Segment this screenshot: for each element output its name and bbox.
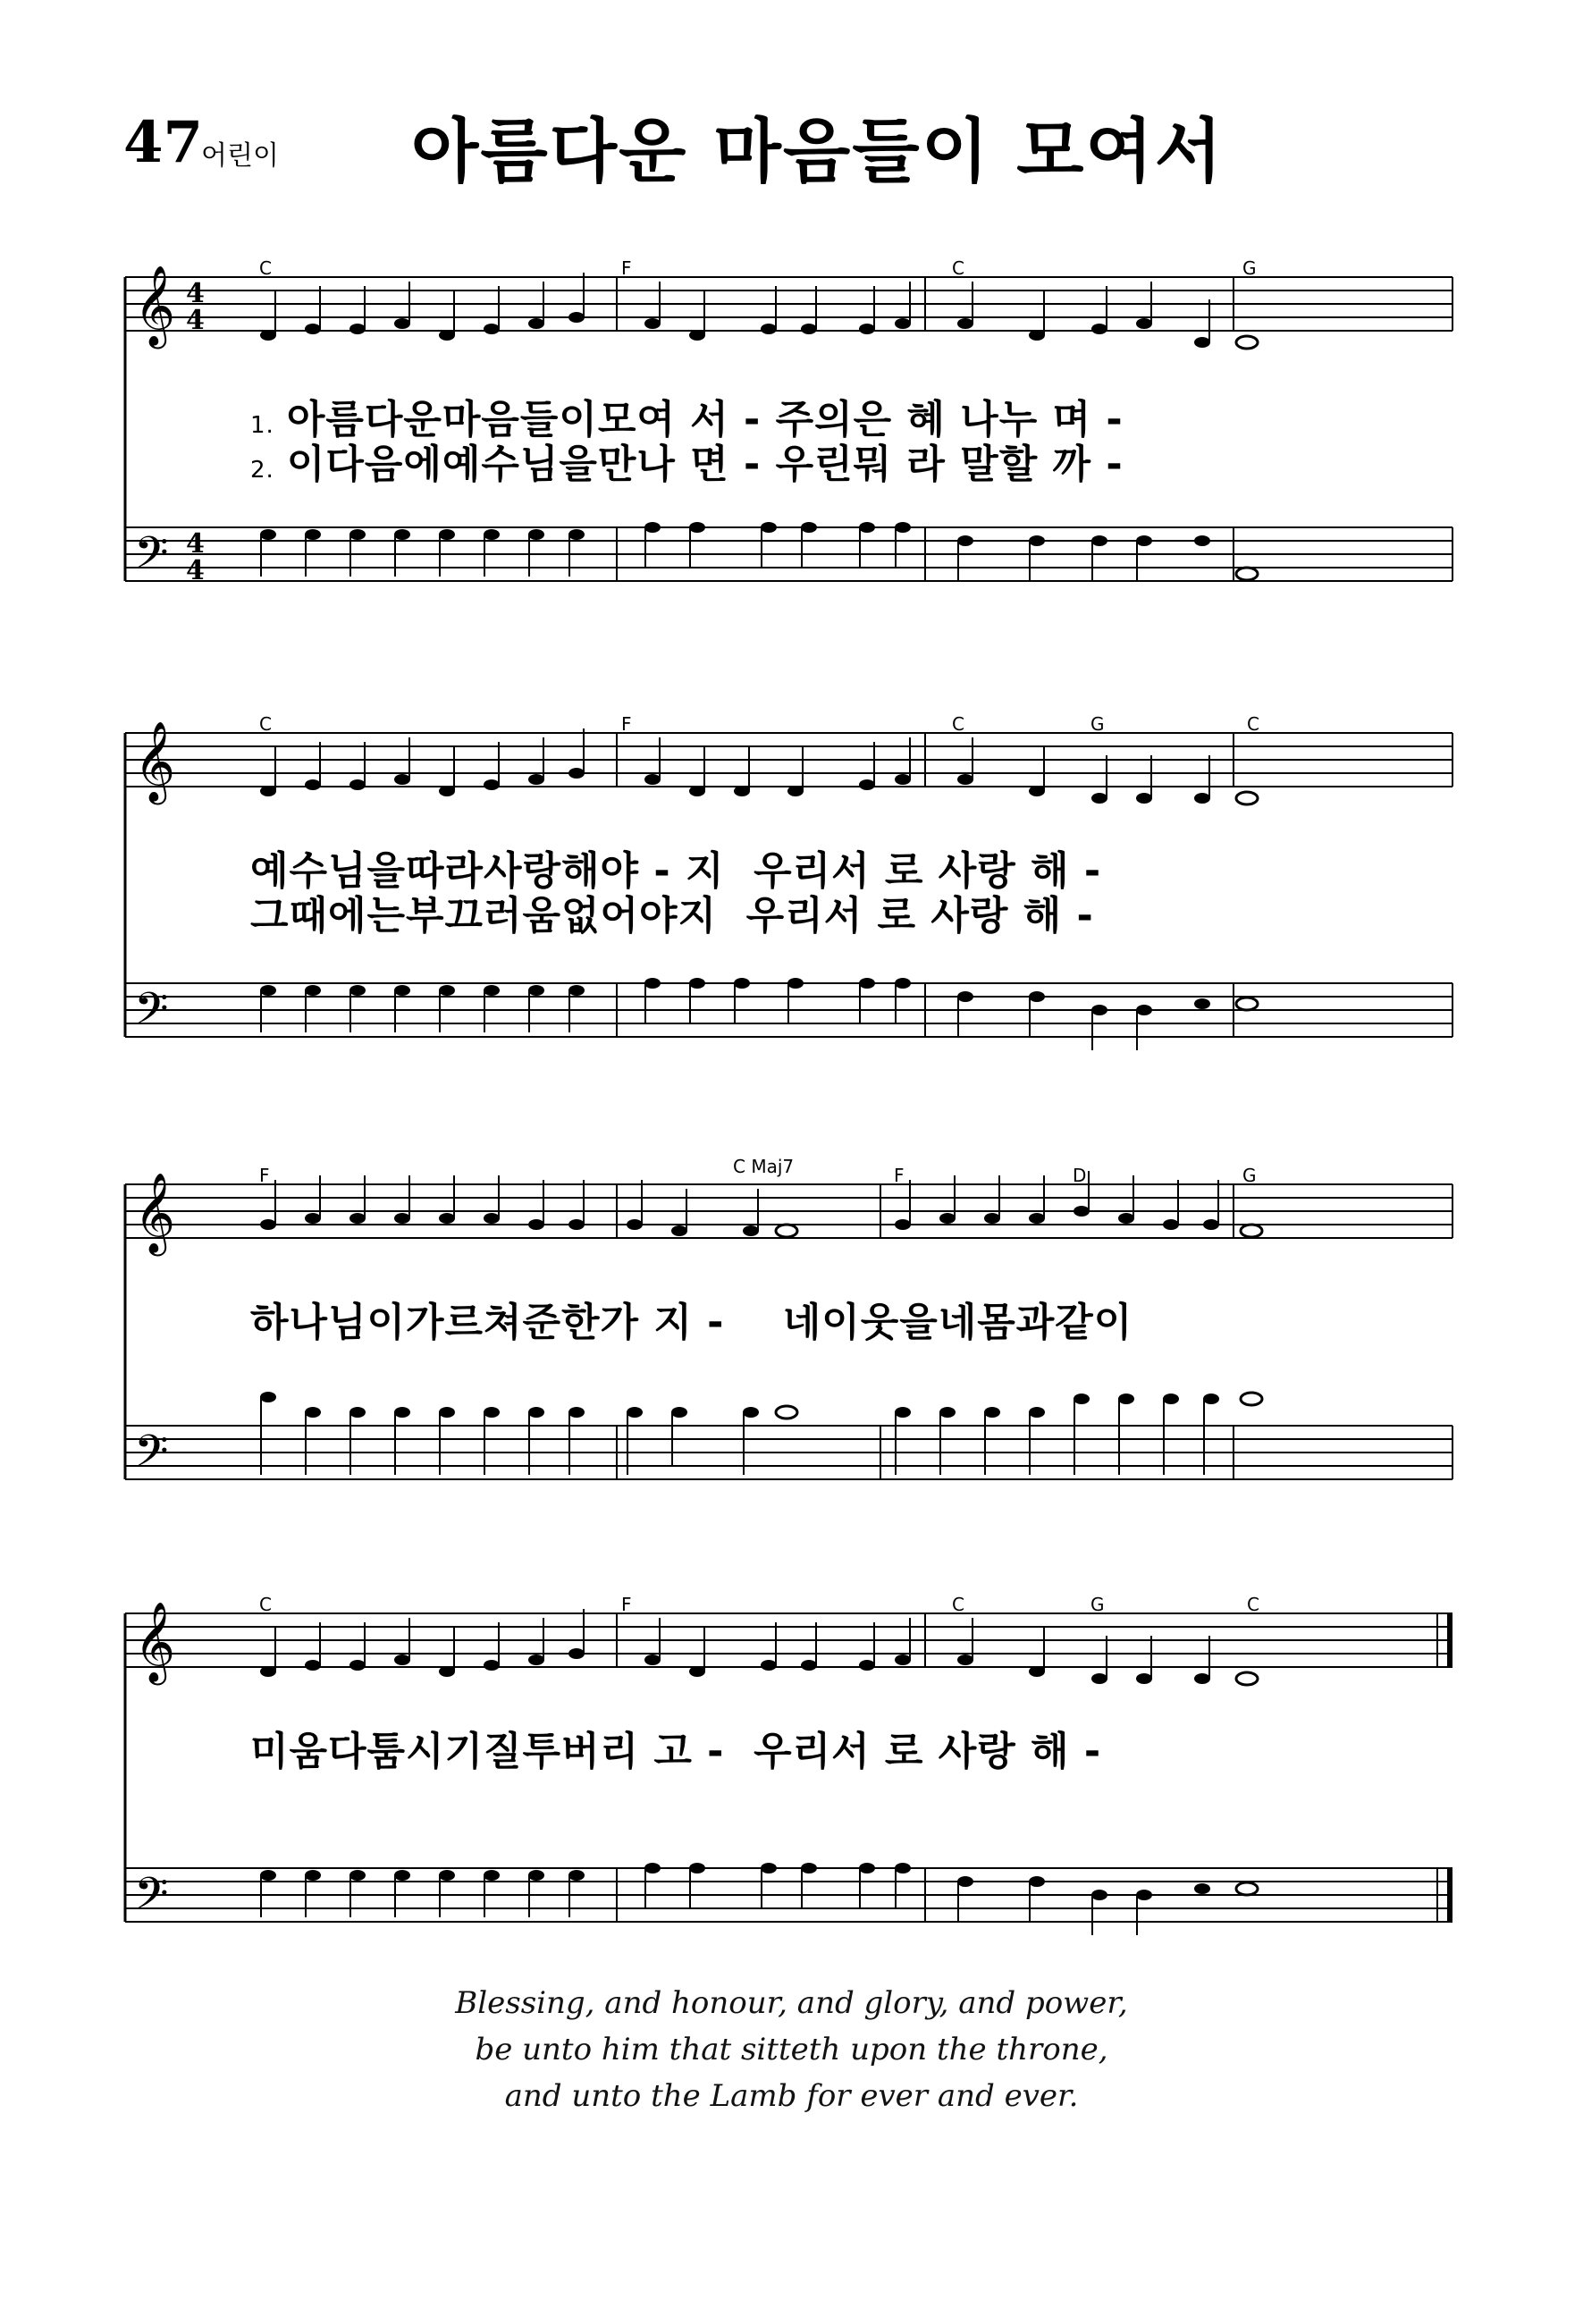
music-system-2 [0, 706, 1583, 1064]
svg-text:𝄞: 𝄞 [134, 265, 176, 346]
lyric-text: 하나님이가르쳐준한가 지 ‐ 네이웃을네몸과같이 [250, 1300, 1133, 1345]
svg-text:4: 4 [186, 528, 205, 560]
music-system-1 [0, 250, 1583, 608]
hymn-title: 아름다운 마음들이 모여서 [411, 112, 1225, 192]
lyric-line [250, 442, 1124, 493]
footer-line: and unto the Lamb for ever and ever. [504, 2078, 1079, 2114]
lyric-line [250, 1730, 1101, 1774]
chord-symbol: C [952, 1594, 964, 1615]
chord-symbol: C [952, 257, 964, 279]
chord-symbol: C [259, 257, 272, 279]
chord-symbol: F [621, 713, 632, 735]
svg-text:𝄞: 𝄞 [134, 1173, 176, 1253]
svg-text:4: 4 [186, 305, 205, 336]
footer-line: be unto him that sitteth upon the throne, [475, 2032, 1108, 2067]
lyric-text: 그때에는부끄러움없어야지 우리서 로 사랑 해 ‐ [250, 893, 1094, 939]
svg-text:4: 4 [186, 555, 205, 586]
hymn-header [0, 0, 1583, 215]
lyric-text: 이다음에예수님을만나 면 ‐ 우린뭐 라 말할 까 ‐ [286, 442, 1124, 487]
footer-line: Blessing, and honour, and glory, and power, [455, 1985, 1128, 2021]
svg-text:𝄢: 𝄢 [134, 983, 169, 1046]
hymn-category: 어린이 [201, 140, 279, 172]
chord-symbol: D [1073, 1165, 1087, 1186]
chord-symbol: G [1090, 1594, 1105, 1615]
svg-text:𝄞: 𝄞 [134, 721, 176, 802]
verse-number: 1. [250, 412, 274, 439]
scripture-footer [0, 1980, 1583, 2119]
chord-symbol: F [621, 1594, 632, 1615]
music-system-4 [0, 1587, 1583, 1944]
chord-symbol: C [259, 1594, 272, 1615]
chord-symbol: G [1090, 713, 1105, 735]
svg-text:𝄢: 𝄢 [134, 527, 169, 590]
chord-symbol: F [894, 1165, 905, 1186]
svg-text:𝄢: 𝄢 [134, 1426, 169, 1488]
lyric-text: 예수님을따라사랑해야 ‐ 지 우리서 로 사랑 해 ‐ [250, 848, 1102, 894]
svg-text:𝄞: 𝄞 [134, 1602, 176, 1682]
chord-symbol: C Maj7 [733, 1156, 795, 1177]
verse-number: 2. [250, 457, 274, 484]
chord-symbol: C [952, 713, 964, 735]
lyric-line [250, 1301, 1133, 1345]
svg-text:4: 4 [186, 278, 205, 309]
chord-symbol: F [621, 257, 632, 279]
lyric-text: 미움다툼시기질투버리 고 ‐ 우리서 로 사랑 해 ‐ [250, 1729, 1102, 1774]
svg-text:𝄢: 𝄢 [134, 1868, 169, 1931]
chord-symbol: G [1242, 257, 1257, 279]
lyric-line [250, 849, 1101, 894]
lyric-line [250, 894, 1094, 939]
chord-symbol: C [259, 713, 272, 735]
chord-symbol: C [1247, 713, 1259, 735]
hymn-number: 47 [123, 109, 204, 176]
chord-symbol: F [259, 1165, 270, 1186]
music-system-3 [0, 1158, 1583, 1515]
lyric-line [250, 398, 1124, 448]
lyric-text: 아름다운마음들이모여 서 ‐ 주의은 혜 나누 며 ‐ [286, 397, 1124, 442]
chord-symbol: C [1247, 1594, 1259, 1615]
chord-symbol: G [1242, 1165, 1257, 1186]
